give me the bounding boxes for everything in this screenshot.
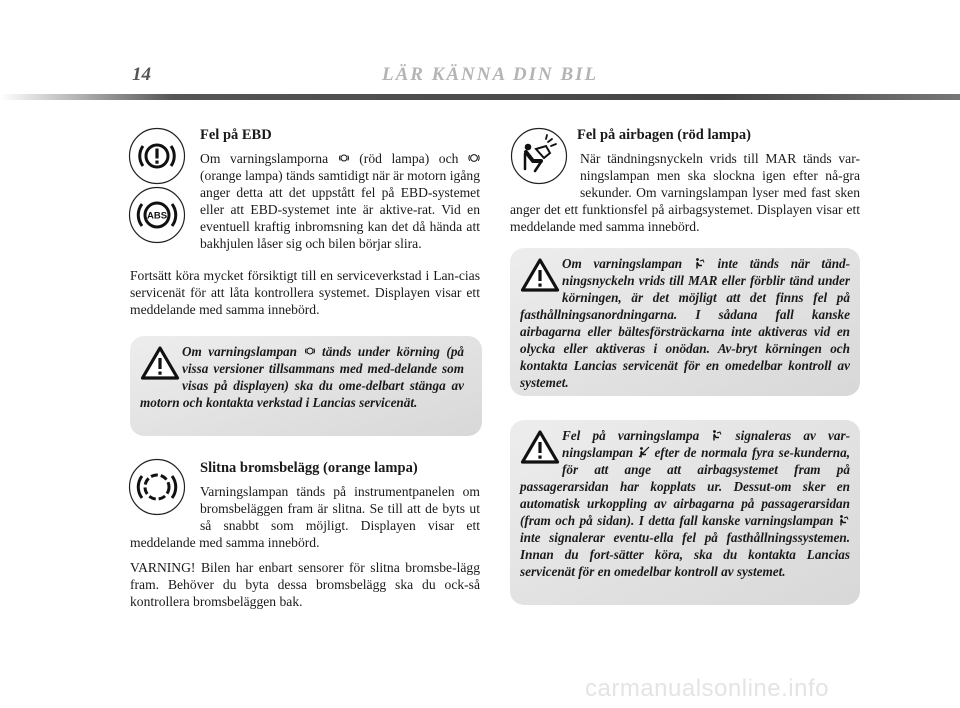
- ebd-note-text-1: Om varningslampan: [182, 344, 297, 359]
- brake-paragraph: Varningslampan tänds på instrumentpanelen om bromsbeläggen fram är slitna. Se till att de byts ut så snabbt som möjligt. Displayen visar ett meddelande med samma innebörd.: [130, 484, 480, 550]
- airbag-note2-text: [520, 427, 850, 580]
- ebd-advice: Fortsätt köra mycket försiktigt till en serviceverkstad i Lan-cias servicenät för att låta kontrollera systemet. Displayen visar ett meddelande med samma innebörd.: [130, 268, 480, 317]
- ebd-title: Fel på EBD: [200, 127, 272, 143]
- abs-icon: [128, 186, 186, 244]
- airbag-title: Fel på airbagen (röd lampa): [577, 127, 751, 143]
- source-watermark: carmanualsonline.info: [585, 675, 829, 702]
- airbag-warning-note-2: [510, 420, 860, 605]
- page-number: 14: [132, 64, 151, 85]
- airbag-text-block: [510, 150, 860, 235]
- airbag-inline-icon: [838, 514, 850, 526]
- abs-inline-icon: [468, 152, 480, 164]
- ebd-text-block: [200, 150, 480, 252]
- airbag-note1-text: [520, 255, 850, 391]
- ebd-text-2: (röd lampa) och: [359, 151, 459, 166]
- page-header: LÄR KÄNNA DIN BIL: [382, 64, 599, 85]
- ebd-note-text: [140, 343, 464, 411]
- ebd-text-1: Om varningslamporna: [200, 151, 329, 166]
- brake-pads-title: Slitna bromsbelägg (orange lampa): [200, 460, 418, 476]
- airbag-inline-icon: [711, 429, 723, 441]
- airbag-warning-note-1: [510, 248, 860, 396]
- brake-warning-icon: [128, 127, 186, 185]
- brake-warning-inline-icon: [304, 345, 316, 357]
- ebd-paragraph: [200, 150, 480, 252]
- airbag-note2-text-wrap: [520, 427, 850, 580]
- brake-text-block: [130, 483, 480, 610]
- brake-warning-paragraph: VARNING! Bilen har enbart sensorer för slitna bromsbe-lägg fram. Behöver du byta dessa bromsbelägg ska du ock-så kontrollera bromsbeläggen bak.: [130, 560, 480, 609]
- passenger-airbag-off-inline-icon: [638, 446, 650, 458]
- ebd-warning-note: [130, 336, 482, 436]
- airbag-paragraph: När tändningsnyckeln vrids till MAR tänds var-ningslampan men ska slockna igen efter nå-gra sekunder. Om varningslampan lyser med fast sken anger det ett funktionsfel på airbagsystemet. Displayen visar ett meddelande med samma innebörd.: [510, 151, 860, 234]
- airbag-note2-text-2: signaleras av var-ningslampan: [562, 428, 850, 460]
- airbag-note1-text-1: Om varningslampan: [562, 256, 683, 271]
- ebd-advice-block: [130, 267, 480, 318]
- airbag-note2-text-4: inte signalerar eventu-ella fel på fasthållningssystemen. Innan du fort-sätter köra, ska du kontakta Lancias servicenät för en omedelbar kontroll av systemet.: [520, 530, 850, 579]
- abs-icon-label: ABS: [146, 210, 168, 222]
- ebd-note-text-2: tänds under körning (på vissa versioner tillsammans med med-delande som visas på displayen) ska du ome-delbart stänga av motorn och kontakta verkstad i Lancias servicenät.: [140, 344, 465, 410]
- airbag-note1-text-2: inte tänds när tänd-ningsnyckeln vrids till MAR eller förblir tänd under körningen, är det möjligt att det finns fel på fasthållningsanordningarna. I sådana fall kanske airbagarna eller bältesförsträckarna inte aktiveras vid en olycka eller aktiveras i onödan. Av-bryt körningen och kontakta Lancias servicenät för en omedelbar kontroll av systemet.: [520, 256, 851, 390]
- airbag-note2-text-3: efter de normala fyra se-kunderna, för att ange att airbagsystemet fram på passagerarsidan har kopplats ur. Dessut-om sker en automatisk urkoppling av airbagarna på passagerarsidan (fram och på sidan). I detta fall kanske varningslampan: [520, 445, 851, 528]
- airbag-inline-icon: [694, 257, 706, 269]
- brake-warning-inline-icon: [338, 152, 350, 164]
- airbag-note2-text-1: Fel på varningslampa: [562, 428, 700, 443]
- airbag-note1-text-wrap: [520, 255, 850, 391]
- header-rule: [0, 94, 960, 100]
- ebd-note-text-wrap: [140, 343, 464, 411]
- ebd-text-3: (orange lampa) tänds samtidigt när är motorn igång anger detta att det uppstått fel på EBD-systemet eller att EBD-systemet inte är aktive-rat. Vid en eventuell kraftig inbromsning kan det då hända att bakhjulen låser sig och bilen börjar slira.: [200, 168, 480, 251]
